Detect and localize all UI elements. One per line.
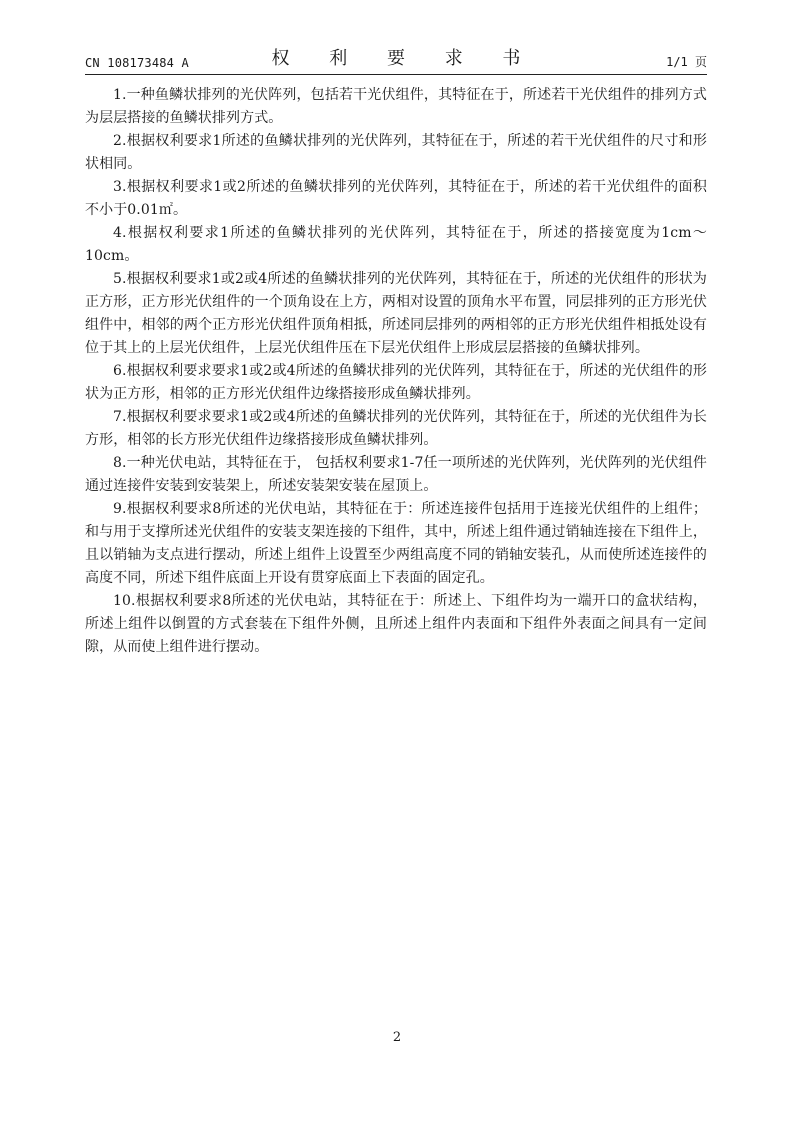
document-title: 权 利 要 求 书 — [271, 48, 538, 69]
page-number: 2 — [392, 1030, 402, 1045]
claim-6: 6.根据权利要求要求1或2或4所述的鱼鳞状排列的光伏阵列，其特征在于，所述的光伏组件的形状为正方形，相邻的正方形光伏组件边缘搭接形成鱼鳞状排列。 — [85, 363, 707, 402]
claim-8: 8.一种光伏电站，其特征在于， 包括权利要求1-7任一项所述的光伏阵列，光伏阵列的光伏组件通过连接件安装到安装架上，所述安装架安装在屋顶上。 — [85, 455, 707, 494]
publication-number: CN 108173484 A — [85, 56, 189, 70]
claim-9: 9.根据权利要求8所述的光伏电站，其特征在于：所述连接件包括用于连接光伏组件的上组件；和与用于支撑所述光伏组件的安装支架连接的下组件，其中，所述上组件通过销轴连接在下组件上，且以销轴为支点进行摆动，所述上组件上设置至少两组高度不同的销轴安装孔，从而使所述连接件的高度不同，所述下组件底面上开设有贯穿底面上下表面的固定孔。 — [85, 501, 707, 586]
page-count: 1/1 页 — [666, 55, 707, 69]
claim-2: 2.根据权利要求1所述的鱼鳞状排列的光伏阵列，其特征在于，所述的若干光伏组件的尺寸和形状相同。 — [85, 133, 707, 172]
claim-7: 7.根据权利要求要求1或2或4所述的鱼鳞状排列的光伏阵列，其特征在于，所述的光伏组件为长方形，相邻的长方形光伏组件边缘搭接形成鱼鳞状排列。 — [85, 409, 707, 448]
claim-4: 4.根据权利要求1所述的鱼鳞状排列的光伏阵列，其特征在于，所述的搭接宽度为1cm～10cm。 — [85, 225, 707, 264]
claim-5: 5.根据权利要求1或2或4所述的鱼鳞状排列的光伏阵列，其特征在于，所述的光伏组件的形状为正方形，正方形光伏组件的一个顶角设在上方，两相对设置的顶角水平布置，同层排列的正方形光伏组件中，相邻的两个正方形光伏组件顶角相抵，所述同层排列的两相邻的正方形光伏组件相抵处设有位于其上的上层光伏组件，上层光伏组件压在下层光伏组件上形成层层搭接的鱼鳞状排列。 — [85, 271, 707, 356]
claim-3: 3.根据权利要求1或2所述的鱼鳞状排列的光伏阵列，其特征在于，所述的若干光伏组件的面积不小于0.01㎡。 — [85, 179, 707, 218]
claim-1: 1.一种鱼鳞状排列的光伏阵列，包括若干光伏组件，其特征在于，所述若干光伏组件的排列方式为层层搭接的鱼鳞状排列方式。 — [85, 87, 707, 126]
header-divider — [85, 74, 707, 75]
claims-list — [85, 84, 707, 659]
page-header — [85, 46, 707, 74]
claim-10: 10.根据权利要求8所述的光伏电站，其特征在于：所述上、下组件均为一端开口的盒状结构，所述上组件以倒置的方式套装在下组件外侧，且所述上组件内表面和下组件外表面之间具有一定间隙，从而使上组件进行摆动。 — [85, 593, 707, 655]
